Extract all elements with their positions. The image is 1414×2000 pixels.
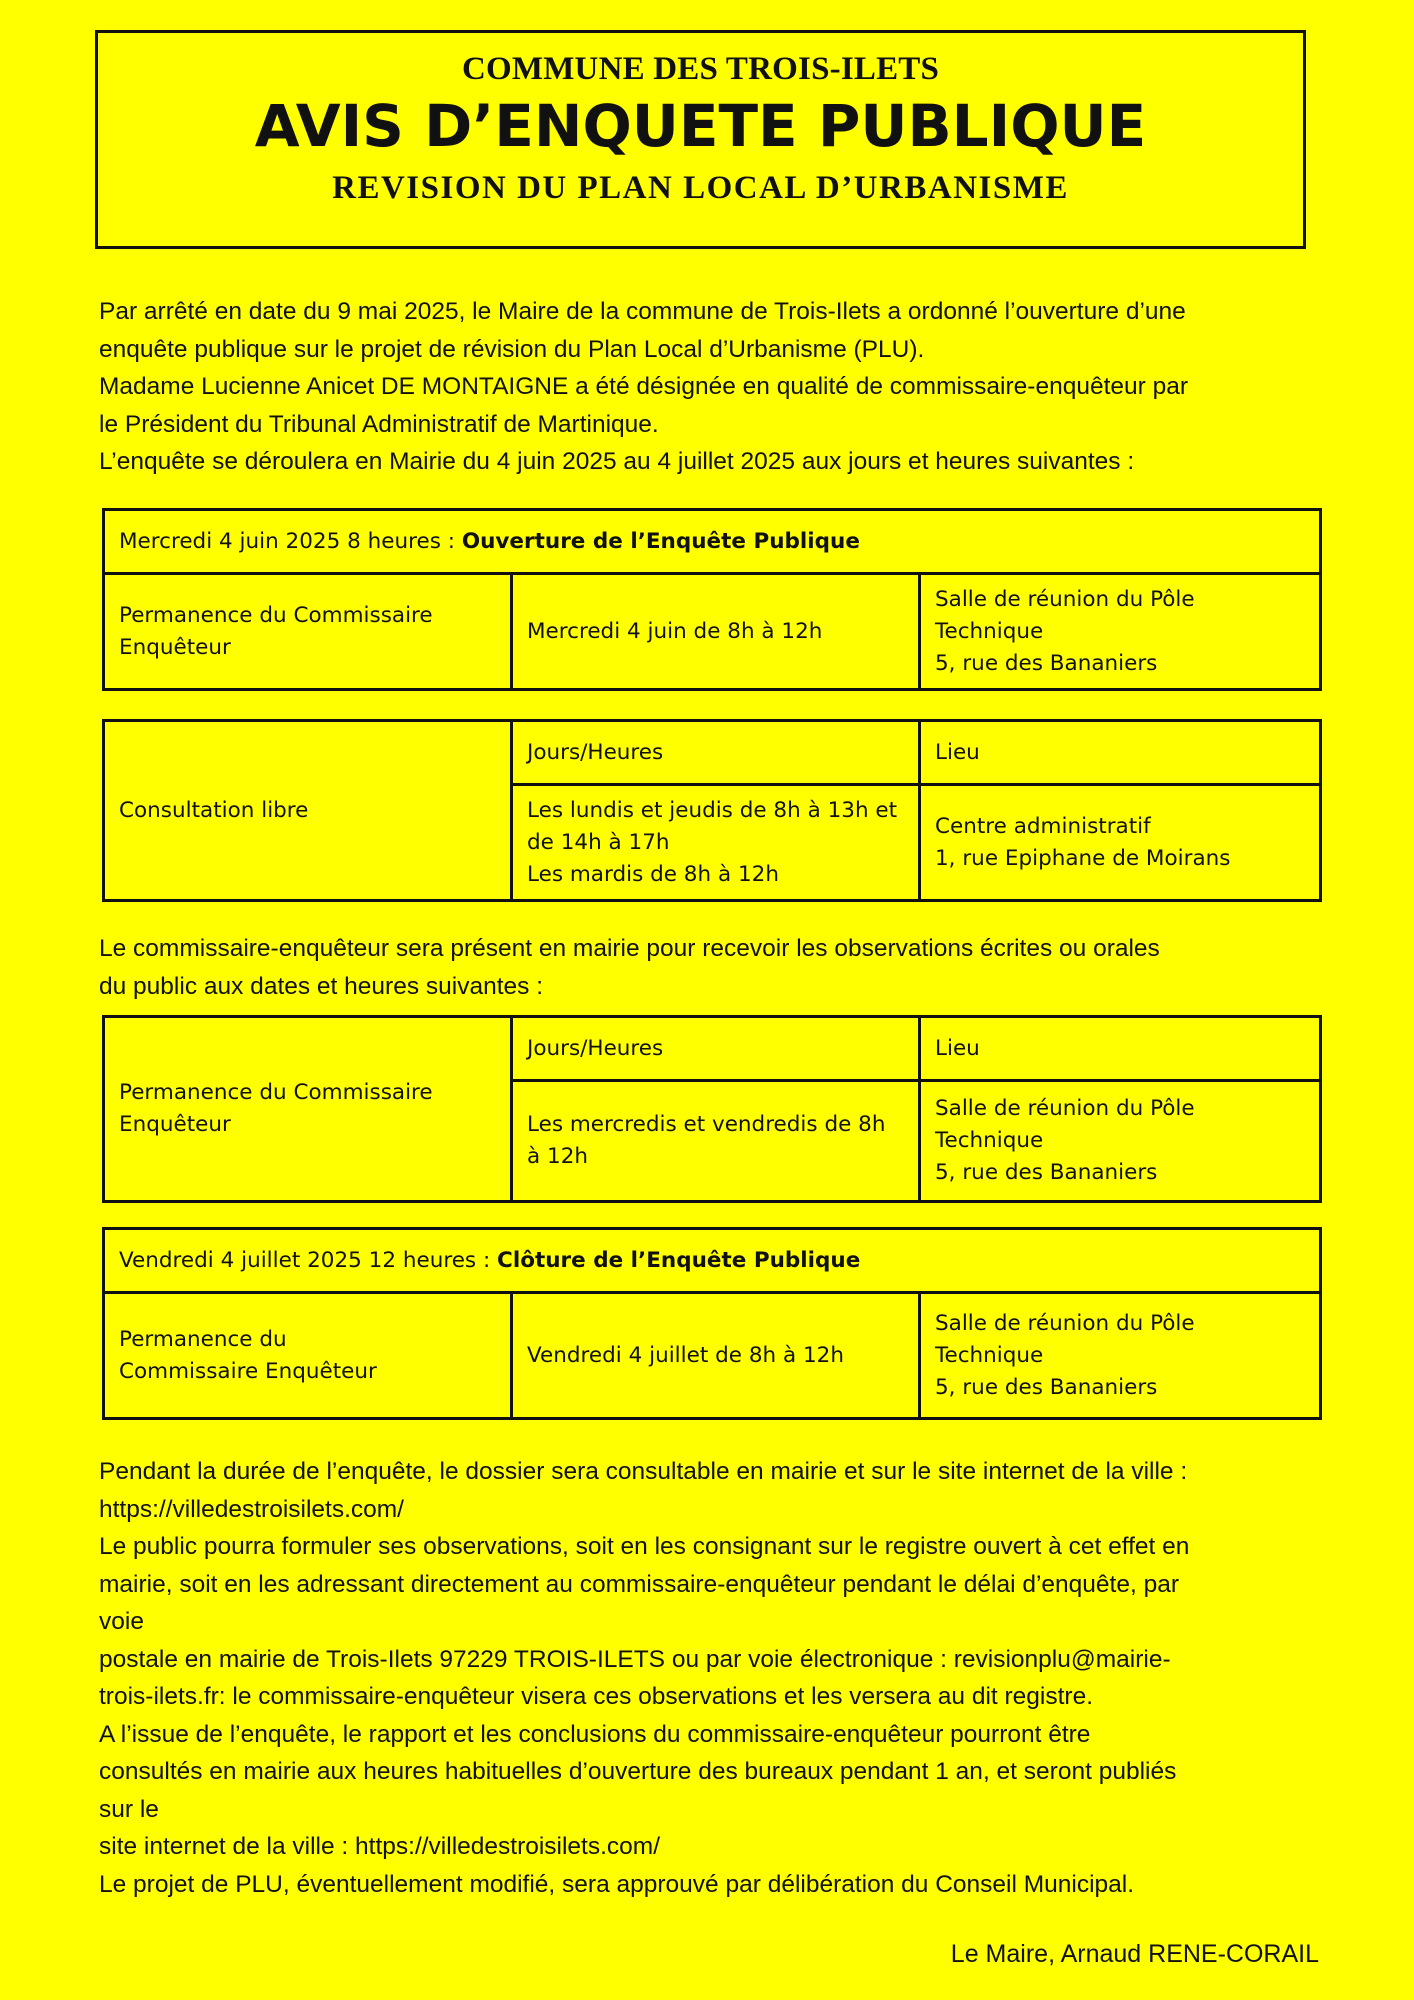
- middle-line: Le commissaire-enquêteur sera présent en mairie pour recevoir les observations écrites ou orales: [99, 935, 1160, 962]
- permanence-hours-header: [512, 1017, 920, 1081]
- column-header: Lieu: [935, 739, 980, 765]
- opening-title: Ouverture de l’Enquête Publique: [461, 528, 860, 554]
- column-header: Jours/Heures: [527, 739, 664, 765]
- permanence-label-cell: [104, 1017, 512, 1202]
- cell-text: Permanence du Commissaire: [119, 1080, 433, 1105]
- cell-text: de 14h à 17h: [527, 829, 670, 855]
- cell-text: Les mardis de 8h à 12h: [527, 861, 779, 887]
- closing-role-cell: [104, 1293, 512, 1419]
- cell-text: Vendredi 4 juillet de 8h à 12h: [527, 1342, 844, 1368]
- cell-text: 5, rue des Bananiers: [935, 1374, 1158, 1400]
- closing-paragraph: [99, 1453, 1329, 1903]
- closing-date: Vendredi 4 juillet 2025 12 heures :: [119, 1247, 498, 1273]
- notice-title: AVIS D’ENQUETE PUBLIQUE: [254, 92, 1147, 160]
- cell-text: Commissaire Enquêteur: [119, 1358, 377, 1384]
- notice-header: [95, 30, 1306, 249]
- cell-text: à 12h: [527, 1144, 588, 1169]
- consultation-table: [102, 719, 1322, 902]
- closing-line: trois-ilets.fr: le commissaire-enquêteur visera ces observations et les versera au dit registre.: [99, 1683, 1093, 1710]
- cell-text: Permanence du Commissaire: [119, 602, 433, 628]
- closing-line: sur le: [99, 1795, 159, 1823]
- closing-place-cell: [920, 1293, 1321, 1419]
- cell-text: Enquêteur: [119, 1112, 231, 1137]
- opening-header-cell: [104, 510, 1321, 574]
- cell-text: 5, rue des Bananiers: [935, 1160, 1158, 1185]
- closing-hours-cell: [512, 1293, 920, 1419]
- cell-text: Salle de réunion du Pôle: [935, 586, 1195, 612]
- consultation-place-header: [920, 721, 1321, 785]
- cell-text: Salle de réunion du Pôle: [935, 1096, 1195, 1121]
- opening-hours-cell: [512, 574, 920, 690]
- cell-text: 1, rue Epiphane de Moirans: [935, 845, 1231, 871]
- cell-text: Les lundis et jeudis de 8h à 13h et: [527, 797, 898, 823]
- notice-subtitle: REVISION DU PLAN LOCAL D’URBANISME: [332, 170, 1069, 206]
- closing-line: Le projet de PLU, éventuellement modifié, sera approuvé par délibération du Conseil Municipal.: [99, 1870, 1135, 1898]
- consultation-hours-header: [512, 721, 920, 785]
- cell-text: Mercredi 4 juin de 8h à 12h: [527, 618, 823, 644]
- permanence-place-header: [920, 1017, 1321, 1081]
- cell-text: Technique: [935, 618, 1044, 644]
- closing-line: Le public pourra formuler ses observations, soit en les consignant sur le registre ouvert à cet effet en: [99, 1533, 1190, 1560]
- permanence-table: [102, 1015, 1322, 1203]
- permanence-place-cell: [920, 1081, 1321, 1202]
- consultation-hours-cell: [512, 785, 920, 901]
- intro-line: le Président du Tribunal Administratif de Martinique.: [99, 410, 659, 438]
- closing-line: Pendant la durée de l’enquête, le dossier sera consultable en mairie et sur le site internet de la ville :: [99, 1458, 1188, 1485]
- closing-line: postale en mairie de Trois-Ilets 97229 TROIS-ILETS ou par voie électronique : revisionplu@mairie-: [99, 1645, 1171, 1673]
- cell-text: Les mercredis et vendredis de 8h: [527, 1112, 886, 1137]
- cell-text: Permanence du: [119, 1326, 287, 1352]
- consultation-label-cell: [104, 721, 512, 901]
- closing-header-cell: [104, 1229, 1321, 1293]
- cell-text: 5, rue des Bananiers: [935, 650, 1158, 676]
- opening-date: Mercredi 4 juin 2025 8 heures :: [119, 528, 462, 554]
- closing-table: [102, 1227, 1322, 1420]
- intro-line: L’enquête se déroulera en Mairie du 4 juin 2025 au 4 juillet 2025 aux jours et heures suivantes :: [99, 448, 1135, 475]
- cell-text: Technique: [935, 1342, 1044, 1368]
- closing-line: voie: [99, 1608, 144, 1635]
- closing-line: site internet de la ville : https://villedestroisilets.com/: [99, 1833, 661, 1860]
- website-link: https://villedestroisilets.com/: [99, 1495, 404, 1523]
- intro-paragraph: [99, 293, 1329, 481]
- column-header: Lieu: [935, 1035, 980, 1061]
- intro-line: Par arrêté en date du 9 mai 2025, le Maire de la commune de Trois-Ilets a ordonné l’ouverture d’une: [99, 298, 1186, 325]
- closing-line: mairie, soit en les adressant directement au commissaire-enquêteur pendant le délai d’enquête, par: [99, 1570, 1179, 1598]
- column-header: Jours/Heures: [527, 1035, 664, 1061]
- intro-line: Madame Lucienne Anicet DE MONTAIGNE a été désignée en qualité de commissaire-enquêteur par: [99, 373, 1189, 400]
- closing-title: Clôture de l’Enquête Publique: [497, 1247, 861, 1273]
- cell-text: Salle de réunion du Pôle: [935, 1310, 1195, 1336]
- cell-text: Technique: [935, 1128, 1044, 1153]
- cell-text: Centre administratif: [935, 813, 1151, 839]
- opening-place-cell: [920, 574, 1321, 690]
- cell-text: Enquêteur: [119, 634, 231, 660]
- middle-line: du public aux dates et heures suivantes :: [99, 972, 544, 1000]
- intro-line: enquête publique sur le projet de révision du Plan Local d’Urbanisme (PLU).: [99, 335, 925, 363]
- commune-name: COMMUNE DES TROIS-ILETS: [461, 51, 940, 87]
- opening-role-cell: [104, 574, 512, 690]
- closing-line: A l’issue de l’enquête, le rapport et les conclusions du commissaire-enquêteur pourront être: [99, 1720, 1091, 1748]
- cell-text: Consultation libre: [119, 797, 309, 823]
- permanence-hours-cell: [512, 1081, 920, 1202]
- consultation-place-cell: [920, 785, 1321, 901]
- opening-table: [102, 508, 1322, 691]
- closing-line: consultés en mairie aux heures habituelles d’ouverture des bureaux pendant 1 an, et seront publiés: [99, 1758, 1177, 1785]
- middle-paragraph: [99, 930, 1329, 1005]
- mayor-signature: Le Maire, Arnaud RENE-CORAIL: [950, 1940, 1319, 1968]
